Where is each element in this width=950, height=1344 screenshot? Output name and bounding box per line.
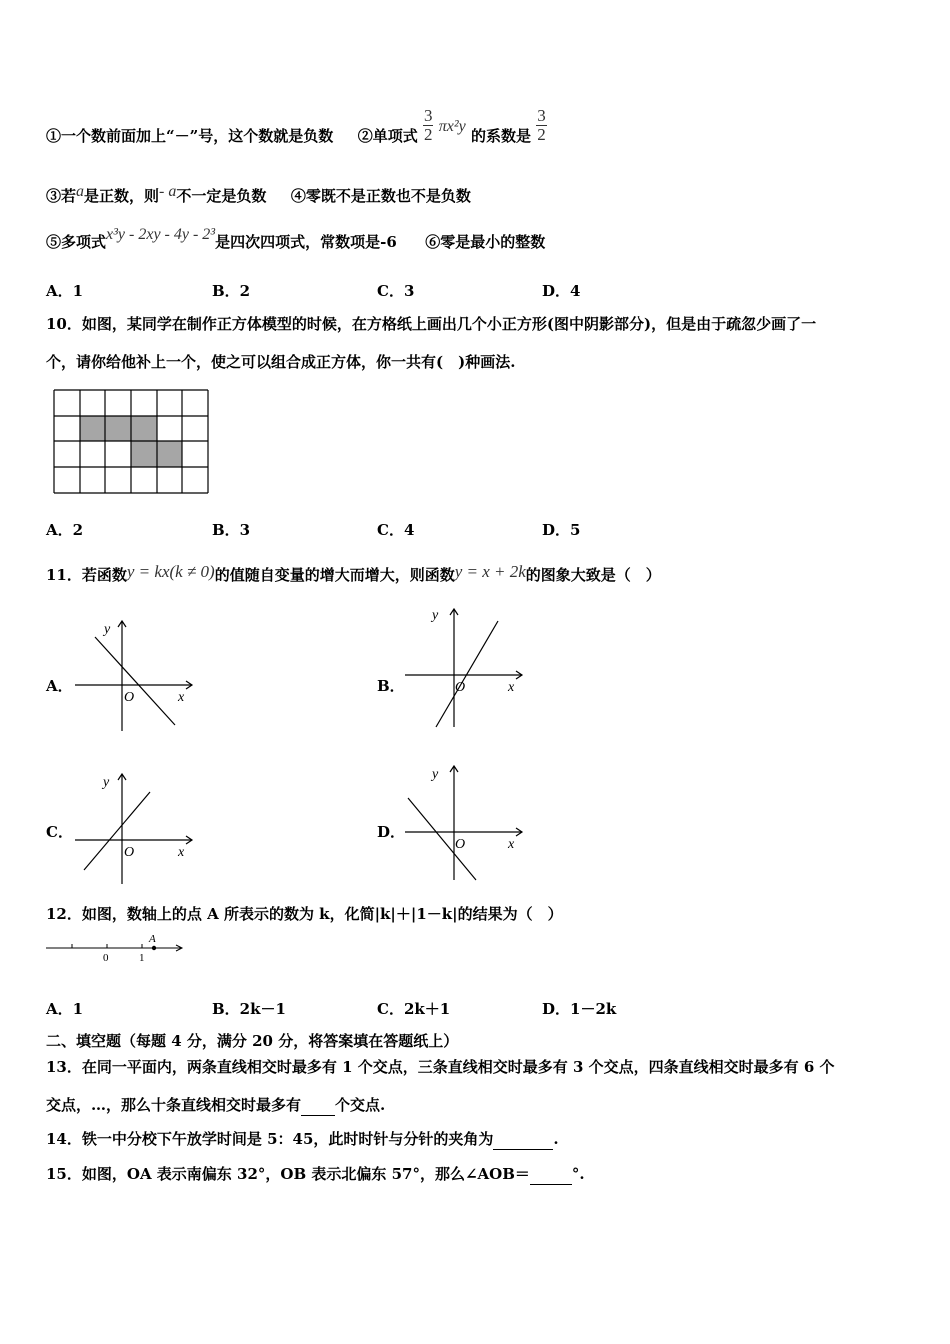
point-a-label: A	[149, 933, 156, 945]
q12-stem: 12．如图，数轴上的点 A 所表示的数为 k，化简|k|＋|1－k|的结果为（ ）	[46, 905, 563, 923]
q15-post: °.	[571, 1165, 585, 1183]
q9-option-a[interactable]: A．1	[46, 282, 84, 300]
monomial-fraction: $\frac{3}{2}$	[423, 105, 433, 144]
q9-option-d[interactable]: D．4	[542, 282, 581, 300]
function-2: y = x + 2k	[454, 562, 526, 581]
q10-option-b[interactable]: B．3	[212, 521, 251, 539]
q15	[46, 1164, 585, 1185]
function-1: y = kx(k ≠ 0)	[126, 562, 215, 581]
tick-label-1: 1	[139, 952, 145, 964]
graph-b-line	[436, 621, 498, 727]
statement-3-mid: 是正数，则	[84, 187, 160, 205]
q12-option-c[interactable]: C．2k＋1	[377, 1000, 451, 1018]
statement-3-post: 不一定是负数	[176, 187, 267, 205]
q9-option-b[interactable]: B．2	[212, 282, 251, 300]
polynomial: x³y - 2xy - 4y - 2³	[106, 226, 216, 243]
statement-1	[46, 105, 547, 147]
y-label: y	[104, 622, 111, 637]
number-line	[44, 932, 189, 964]
variable-a: a	[76, 183, 85, 200]
statement-3-label: ③若	[46, 187, 77, 205]
q11-mid: 的值随自变量的增大而增大，则函数	[214, 566, 455, 584]
graph-c[interactable]	[70, 770, 200, 888]
q13-line-1: 13．在同一平面内，两条直线相交时最多有 1 个交点，三条直线相交时最多有 3 个交点，四条直线相交时最多有 6 个	[46, 1058, 835, 1076]
q14-answer-blank[interactable]	[493, 1129, 553, 1150]
statement-4: ④零既不是正数也不是负数	[290, 187, 471, 205]
statement-1-text: ①一个数前面加上“－”号，这个数就是负数	[46, 127, 334, 145]
statement-2-label: ②单项式	[357, 127, 418, 145]
q15-pre: 15．如图，OA 表示南偏东 32°，OB 表示北偏东 57°，那么∠AOB＝	[46, 1165, 530, 1183]
statement-2-mid: 的系数是	[470, 127, 531, 145]
y-label: y	[432, 767, 439, 782]
q15-answer-blank[interactable]	[530, 1164, 572, 1185]
origin-label: O	[455, 680, 466, 695]
q13-answer-blank[interactable]	[301, 1095, 335, 1116]
origin-label: O	[124, 690, 135, 705]
statement-5	[46, 226, 546, 253]
statement-6: ⑥零是最小的整数	[425, 233, 546, 251]
q13-line-2	[46, 1095, 385, 1116]
q12-option-d[interactable]: D．1－2k	[542, 1000, 617, 1018]
q11-option-d-label[interactable]: D．	[377, 823, 406, 841]
q14-post: .	[553, 1130, 559, 1148]
negative-a: - a	[159, 183, 177, 200]
statement-5-post: 是四次四项式，常数项是-6	[215, 233, 397, 251]
graph-a-line	[95, 637, 175, 725]
coefficient-fraction: $\frac{3}{2}$	[537, 105, 546, 144]
q11-option-a-label[interactable]: A．	[46, 677, 73, 695]
graph-d-line	[408, 798, 476, 880]
q11-option-b-label[interactable]: B．	[377, 677, 405, 695]
graph-d[interactable]	[400, 762, 530, 884]
y-label: y	[103, 775, 110, 790]
section-heading: 二、填空题（每题 4 分，满分 20 分，将答案填在答题纸上）	[46, 1032, 459, 1050]
origin-label: O	[124, 845, 135, 860]
origin-label: O	[455, 837, 466, 852]
graph-c-line	[84, 792, 150, 870]
graph-b[interactable]	[400, 605, 530, 730]
point-a	[152, 946, 156, 950]
q14-pre: 14．铁一中分校下午放学时间是 5：45，此时时针与分针的夹角为	[46, 1130, 494, 1148]
grid-lines	[54, 390, 208, 493]
q10-option-a[interactable]: A．2	[46, 521, 84, 539]
grid-figure	[50, 388, 212, 496]
x-label: x	[508, 837, 515, 852]
q11-pre: 11．若函数	[46, 566, 127, 584]
x-label: x	[178, 690, 185, 705]
q13-line-2-pre: 交点，…，那么十条直线相交时最多有	[46, 1096, 302, 1114]
q11-post: 的图象大致是（ ）	[525, 566, 661, 584]
q13-line-2-post: 个交点.	[335, 1096, 386, 1114]
q11-stem	[46, 562, 661, 585]
q10-option-c[interactable]: C．4	[377, 521, 415, 539]
q14	[46, 1129, 559, 1150]
statement-5-label: ⑤多项式	[46, 233, 107, 251]
q10-line-2: 个，请你给他补上一个，使之可以组合成正方体，你一共有( )种画法.	[46, 353, 516, 371]
q10-line-1: 10．如图，某同学在制作正方体模型的时候，在方格纸上画出几个小正方形(图中阴影部分)，但是由于疏忽少画了一	[46, 315, 817, 333]
q9-option-c[interactable]: C．3	[377, 282, 415, 300]
graph-a[interactable]	[70, 615, 200, 735]
statement-3	[46, 183, 471, 207]
q11-option-c-label[interactable]: C．	[46, 823, 73, 841]
q10-option-d[interactable]: D．5	[542, 521, 581, 539]
monomial-term: πx²y	[438, 118, 466, 135]
tick-label-0: 0	[103, 952, 109, 964]
q12-option-b[interactable]: B．2k－1	[212, 1000, 286, 1018]
y-label: y	[432, 608, 439, 623]
shaded-row-1	[80, 416, 157, 441]
q12-option-a[interactable]: A．1	[46, 1000, 84, 1018]
x-label: x	[178, 845, 185, 860]
x-label: x	[508, 680, 515, 695]
